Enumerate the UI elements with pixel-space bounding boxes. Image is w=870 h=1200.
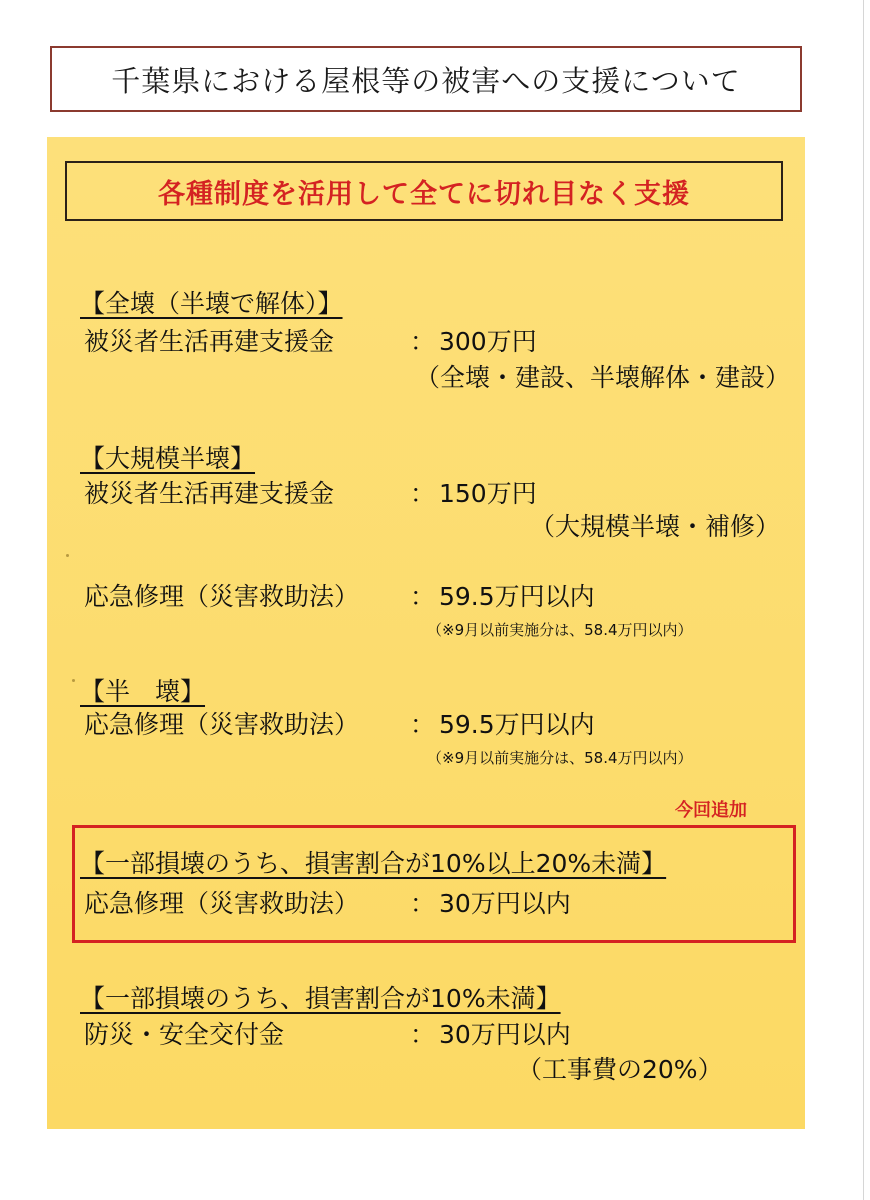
- section-heading-daikibo: 【大規模半壊】: [80, 444, 256, 473]
- ichibu-under10-amount: 30万円以内: [439, 1020, 571, 1049]
- ichibu-10-20-amount: 30万円以内: [439, 889, 571, 918]
- support-panel: [47, 137, 805, 1129]
- section-heading-zenkai: 【全壊（半壊で解体）】: [80, 289, 343, 318]
- page-title-box: [50, 46, 802, 112]
- scan-speck: [72, 679, 75, 682]
- daikibo-detail: （大規模半壊・補修）: [530, 512, 781, 541]
- zenkai-colon: ：: [410, 327, 436, 356]
- ichibu-10-20-colon: ：: [410, 889, 436, 918]
- hankai-amount: 59.5万円以内: [439, 710, 595, 739]
- daikibo-amount: 150万円: [439, 479, 537, 508]
- daikibo-item2-amount: 59.5万円以内: [439, 582, 595, 611]
- zenkai-amount: 300万円: [439, 327, 537, 356]
- hankai-colon: ：: [410, 710, 436, 739]
- daikibo-item2-label: 応急修理（災害救助法）: [84, 582, 360, 611]
- section-heading-hankai: 【半 壊】: [80, 677, 206, 706]
- daikibo-item-label: 被災者生活再建支援金: [84, 479, 335, 508]
- section-heading-ichibu-10-20: 【一部損壊のうち、損害割合が10%以上20%未満】: [80, 849, 667, 878]
- daikibo-item2-note: （※9月以前実施分は、58.4万円以内）: [427, 621, 693, 639]
- zenkai-item-label: 被災者生活再建支援金: [84, 327, 335, 356]
- headline-box: [65, 161, 783, 221]
- page-title: 千葉県における屋根等の被害への支援について: [111, 63, 741, 98]
- page-edge-line: [863, 0, 864, 1200]
- ichibu-under10-colon: ：: [410, 1020, 436, 1049]
- section-heading-ichibu-under10: 【一部損壊のうち、損害割合が10%未満】: [80, 984, 561, 1013]
- ichibu-under10-item-label: 防災・安全交付金: [84, 1020, 285, 1049]
- ichibu-10-20-item-label: 応急修理（災害救助法）: [84, 889, 360, 918]
- daikibo-item2-colon: ：: [410, 582, 436, 611]
- hankai-note: （※9月以前実施分は、58.4万円以内）: [427, 749, 693, 767]
- zenkai-detail: （全壊・建設、半壊解体・建設）: [415, 363, 791, 392]
- added-section-box: [72, 825, 796, 943]
- scan-speck: [66, 554, 69, 557]
- hankai-item-label: 応急修理（災害救助法）: [84, 710, 360, 739]
- ichibu-under10-detail: （工事費の20%）: [517, 1055, 723, 1084]
- added-label: 今回追加: [675, 800, 747, 821]
- headline: 各種制度を活用して全てに切れ目なく支援: [158, 178, 690, 210]
- daikibo-colon: ：: [410, 479, 436, 508]
